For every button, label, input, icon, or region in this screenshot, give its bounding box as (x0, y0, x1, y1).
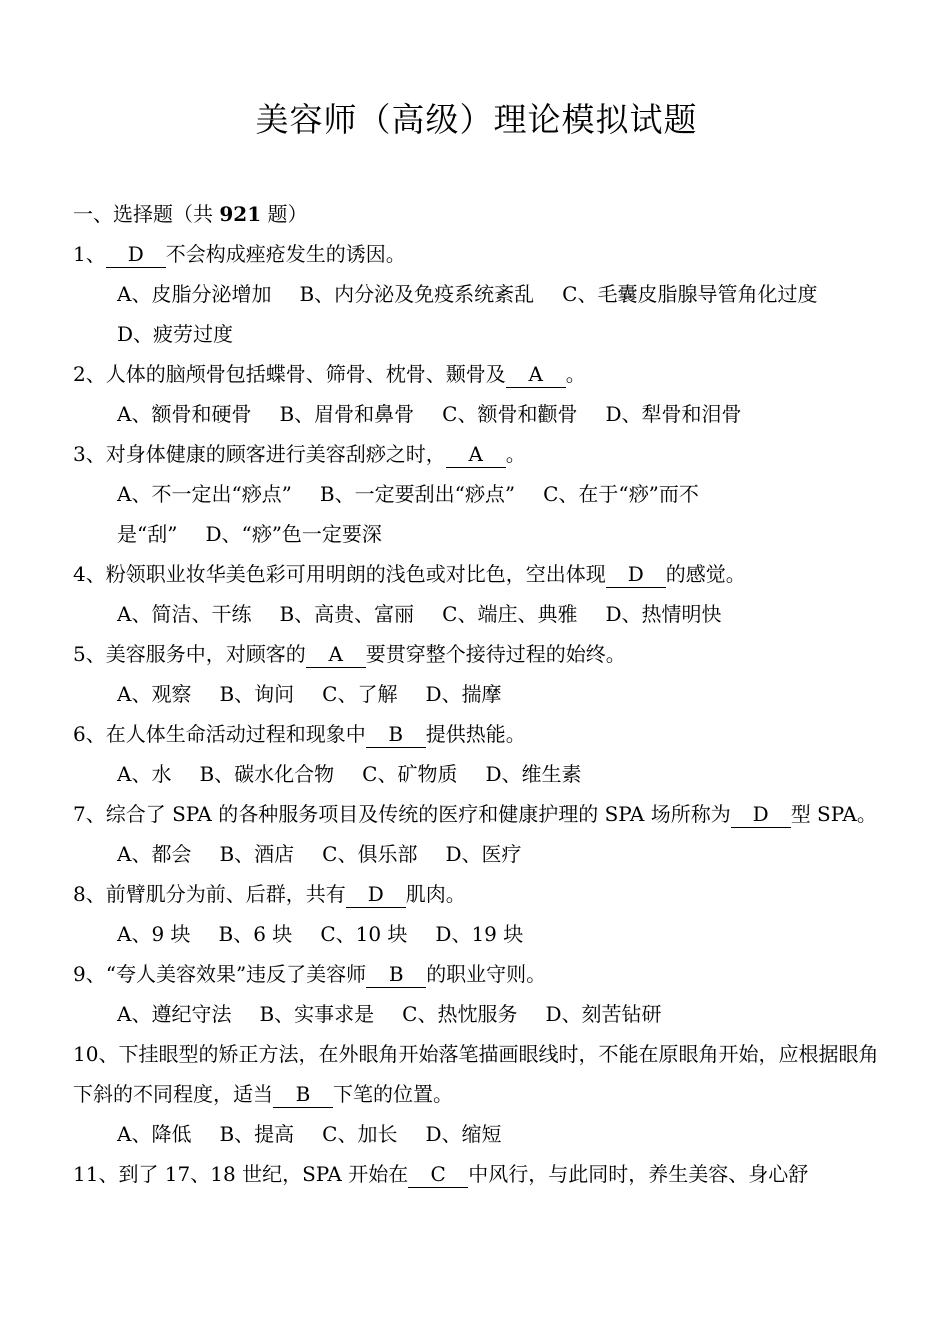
option-a: A、额骨和硬骨 (117, 402, 252, 426)
question-text-before: 美容服务中，对顾客的 (105, 642, 306, 666)
question-stem (73, 714, 880, 754)
option-a: A、皮脂分泌增加 (117, 282, 272, 306)
option-d: D、缩短 (425, 1122, 502, 1146)
option-c: C、端庄、典雅 (442, 602, 578, 626)
question-text-before: 人体的脑颅骨包括蝶骨、筛骨、枕骨、颞骨及 (105, 362, 506, 386)
question-number: 2、 (73, 362, 106, 386)
question-text-after: 的感觉。 (665, 562, 746, 586)
question-number: 9、 (73, 962, 106, 986)
question-text-before: “夸人美容效果”违反了美容师 (105, 962, 367, 986)
option-a: A、9 块 (117, 922, 191, 946)
answer-blank: A (446, 441, 506, 468)
question-stem (73, 954, 880, 994)
option-a: A、简洁、干练 (117, 602, 252, 626)
option-c: C、热忱服务 (402, 1002, 518, 1026)
question-number: 11、 (73, 1162, 119, 1186)
question-number: 10、 (73, 1042, 119, 1066)
question-8 (73, 874, 880, 954)
answer-blank: C (408, 1161, 468, 1188)
question-number: 7、 (73, 802, 106, 826)
question-6 (73, 714, 880, 794)
options-row (73, 674, 880, 714)
question-stem (73, 434, 880, 474)
option-b: B、提高 (219, 1122, 295, 1146)
question-5 (73, 634, 880, 714)
question-text-after: 。 (565, 362, 586, 386)
option-c: C、额骨和颧骨 (442, 402, 578, 426)
answer-blank: D (106, 241, 166, 268)
question-stem (73, 634, 880, 674)
option-d: D、刻苦钻研 (545, 1002, 662, 1026)
question-number: 3、 (73, 442, 106, 466)
answer-blank: D (346, 881, 406, 908)
question-text-before: 综合了 SPA 的各种服务项目及传统的医疗和健康护理的 SPA 场所称为 (105, 802, 731, 826)
option-b: B、实事求是 (259, 1002, 375, 1026)
question-count: 921 (219, 202, 262, 226)
answer-blank: A (306, 641, 366, 668)
options-row (73, 394, 880, 434)
option-a: A、观察 (117, 682, 192, 706)
options-row (73, 914, 880, 954)
question-number: 1、 (73, 242, 106, 266)
option-c: C、俱乐部 (322, 842, 418, 866)
option-a: A、不一定出“痧点” (117, 482, 292, 506)
question-9 (73, 954, 880, 1034)
question-number: 8、 (73, 882, 106, 906)
question-11 (73, 1154, 880, 1194)
option-d: D、19 块 (435, 922, 524, 946)
options-row (73, 594, 880, 634)
question-number: 6、 (73, 722, 106, 746)
options-row (73, 834, 880, 874)
question-stem (73, 234, 880, 274)
options-row (73, 274, 880, 354)
question-stem (73, 354, 880, 394)
question-text-after: 型 SPA。 (790, 802, 877, 826)
question-text-after: 不会构成痤疮发生的诱因。 (165, 242, 406, 266)
answer-blank: D (731, 801, 791, 828)
option-d: D、医疗 (445, 842, 522, 866)
question-text-after: 下笔的位置。 (333, 1082, 453, 1106)
question-number: 5、 (73, 642, 106, 666)
question-stem (73, 1034, 880, 1114)
question-text-before: 在人体生命活动过程和现象中 (105, 722, 366, 746)
question-text-after: 肌肉。 (405, 882, 466, 906)
option-c: C、10 块 (320, 922, 408, 946)
option-d: D、疲劳过度 (117, 322, 234, 346)
question-stem (73, 554, 880, 594)
section-heading (73, 194, 880, 234)
option-b: B、内分泌及免疫系统紊乱 (299, 282, 535, 306)
option-b: B、6 块 (218, 922, 293, 946)
answer-blank: B (366, 721, 426, 748)
question-stem (73, 874, 880, 914)
section-label-prefix: 一、选择题（共 (73, 202, 213, 226)
option-b: B、碳水化合物 (199, 762, 335, 786)
question-1 (73, 234, 880, 354)
option-a: A、都会 (117, 842, 192, 866)
question-text-before: 下挂眼型的矫正方法，在外眼角开始落笔描画眼线时，不能在原眼角开始，应根据眼角下斜的不同程度，适当 (73, 1042, 879, 1106)
question-10 (73, 1034, 880, 1154)
question-number: 4、 (73, 562, 106, 586)
question-stem (73, 794, 880, 834)
question-2 (73, 354, 880, 434)
option-d: D、揣摩 (425, 682, 502, 706)
option-d: D、维生素 (485, 762, 582, 786)
option-c: C、矿物质 (362, 762, 458, 786)
option-a: A、水 (117, 762, 172, 786)
question-4 (73, 554, 880, 634)
option-c: C、在于“痧”而不是“刮” (117, 482, 699, 546)
option-c: C、加长 (322, 1122, 398, 1146)
document-title: 美容师（高级）理论模拟试题 (255, 100, 698, 139)
question-text-after: 要贯穿整个接待过程的始终。 (365, 642, 626, 666)
question-text-after: 中风行，与此同时，养生美容、身心舒 (468, 1162, 809, 1186)
option-b: B、高贵、富丽 (279, 602, 415, 626)
answer-blank: D (606, 561, 666, 588)
option-b: B、酒店 (219, 842, 295, 866)
option-b: B、一定要刮出“痧点” (319, 482, 516, 506)
answer-blank: B (366, 961, 426, 988)
option-c: C、了解 (322, 682, 398, 706)
question-text-before: 对身体健康的顾客进行美容刮痧之时， (105, 442, 446, 466)
option-b: B、眉骨和鼻骨 (279, 402, 415, 426)
options-row (73, 754, 880, 794)
section-label-suffix: 题） (267, 202, 308, 226)
question-stem (73, 1154, 880, 1194)
option-d: D、“痧”色一定要深 (205, 522, 382, 546)
question-text-after: 提供热能。 (425, 722, 526, 746)
option-c: C、毛囊皮脂腺导管角化过度 (562, 282, 818, 306)
option-a: A、遵纪守法 (117, 1002, 232, 1026)
question-3 (73, 434, 880, 554)
question-text-after: 。 (505, 442, 526, 466)
option-d: D、犁骨和泪骨 (605, 402, 742, 426)
question-text-before: 前臂肌分为前、后群，共有 (105, 882, 346, 906)
option-d: D、热情明快 (605, 602, 722, 626)
question-text-before: 粉领职业妆华美色彩可用明朗的浅色或对比色，空出体现 (105, 562, 606, 586)
options-row (73, 1114, 880, 1154)
option-a: A、降低 (117, 1122, 192, 1146)
question-text-before: 到了 17、18 世纪，SPA 开始在 (118, 1162, 409, 1186)
options-row (73, 474, 880, 554)
option-b: B、询问 (219, 682, 295, 706)
options-row (73, 994, 880, 1034)
question-7 (73, 794, 880, 874)
question-text-after: 的职业守则。 (426, 962, 547, 986)
answer-blank: B (273, 1081, 333, 1108)
answer-blank: A (506, 361, 566, 388)
